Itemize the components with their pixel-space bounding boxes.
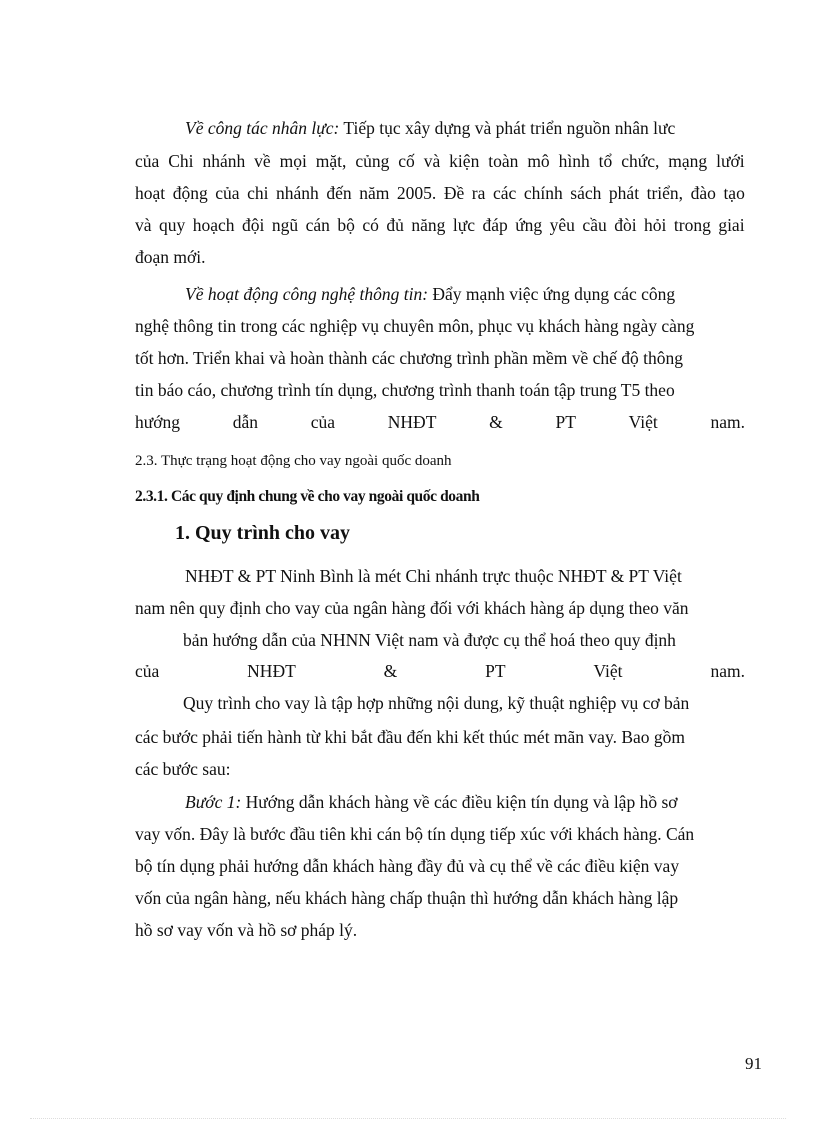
para-nhdt-line-3: bản hướng dẫn của NHNN Việt nam và được cụ thể hoá theo quy định — [183, 630, 676, 650]
para-it-word: PT — [555, 412, 576, 432]
para-step1-line-1 — [185, 791, 678, 813]
page-number: 91 — [745, 1054, 762, 1073]
para-nhdt-word: nam. — [710, 661, 745, 681]
para-hr-line-3: hoạt động của chi nhánh đến năm 2005. Đề ra các chính sách phát triển, đào tạo — [135, 183, 745, 203]
para-step1-line-3: bộ tín dụng phải hướng dẫn khách hàng đầy đủ và cụ thể về các điều kiện vay — [135, 856, 680, 876]
para-it-line-4: tin báo cáo, chương trình tín dụng, chương trình thanh toán tập trung T5 theo — [135, 380, 675, 400]
para-it-word: dẫn — [232, 412, 259, 432]
para-it-word: nam. — [710, 412, 745, 432]
para-step1-line-4: vốn của ngân hàng, nếu khách hàng chấp thuận thì hướng dẫn khách hàng lập — [135, 888, 679, 908]
para-hr-line-1 — [185, 117, 675, 139]
para-hr-line-5: đoạn mới. — [135, 247, 206, 267]
para-it-word: của — [310, 412, 336, 432]
para-it-line-5 — [135, 411, 745, 433]
para-nhdt-line-1: NHĐT & PT Ninh Bình là mét Chi nhánh trực thuộc NHĐT & PT Việt — [185, 566, 682, 586]
para-step1-line-1-text: Hướng dẫn khách hàng về các điều kiện tín dụng và lập hồ sơ — [241, 792, 678, 812]
para-nhdt-line-4 — [135, 660, 745, 682]
para-nhdt-word: của — [135, 661, 160, 681]
para-it-line-3: tốt hơn. Triển khai và hoàn thành các chương trình phần mềm về chế độ thông — [135, 348, 684, 368]
para-hr-lead: Về công tác nhân lực: — [185, 118, 340, 138]
para-process-line-1: Quy trình cho vay là tập hợp những nội dung, kỹ thuật nghiệp vụ cơ bản — [183, 693, 690, 713]
para-nhdt-word: Việt — [593, 661, 623, 681]
para-step1-line-5: hồ sơ vay vốn và hồ sơ pháp lý. — [135, 920, 358, 940]
para-nhdt-word: & — [383, 661, 398, 681]
para-it-line-1-text: Đẩy mạnh việc ứng dụng các công — [428, 284, 676, 304]
para-it-line-1 — [185, 283, 675, 305]
para-process-line-3: các bước sau: — [135, 759, 231, 779]
para-process-line-2: các bước phải tiến hành từ khi bắt đầu đến khi kết thúc mét mãn vay. Bao gồm — [135, 727, 685, 747]
page-bottom-rule — [30, 1118, 786, 1119]
para-it-lead: Về hoạt động công nghệ thông tin: — [185, 284, 429, 304]
para-step1-lead: Bước 1: — [185, 792, 242, 812]
para-hr-line-1-text: Tiếp tục xây dựng và phát triển nguồn nhân lưc — [339, 118, 676, 138]
heading-loan-process: 1. Quy trình cho vay — [175, 522, 351, 544]
para-nhdt-line-2: nam nên quy định cho vay của ngân hàng đối với khách hàng áp dụng theo văn — [135, 598, 689, 618]
para-it-line-2: nghệ thông tin trong các nghiệp vụ chuyên môn, phục vụ khách hàng ngày càng — [135, 316, 695, 336]
para-nhdt-word: PT — [485, 661, 506, 681]
para-it-word: hướng — [135, 412, 180, 432]
section-heading-2-3-1: 2.3.1. Các quy định chung về cho vay ngoài quốc doanh — [135, 488, 480, 505]
para-it-word: & — [489, 412, 503, 432]
section-heading-2-3: 2.3. Thực trạng hoạt động cho vay ngoài quốc doanh — [135, 453, 452, 469]
para-it-word: NHĐT — [387, 412, 437, 432]
para-step1-line-2: vay vốn. Đây là bước đầu tiên khi cán bộ tín dụng tiếp xúc với khách hàng. Cán — [135, 824, 695, 844]
para-hr-line-2: của Chi nhánh về mọi mặt, củng cố và kiện toàn mô hình tổ chức, mạng lưới — [135, 151, 745, 171]
para-nhdt-word: NHĐT — [247, 661, 296, 681]
para-hr-line-4: và quy hoạch đội ngũ cán bộ có đủ năng lực đáp ứng yêu cầu đòi hỏi trong giai — [135, 215, 745, 235]
para-it-word: Việt — [628, 412, 658, 432]
